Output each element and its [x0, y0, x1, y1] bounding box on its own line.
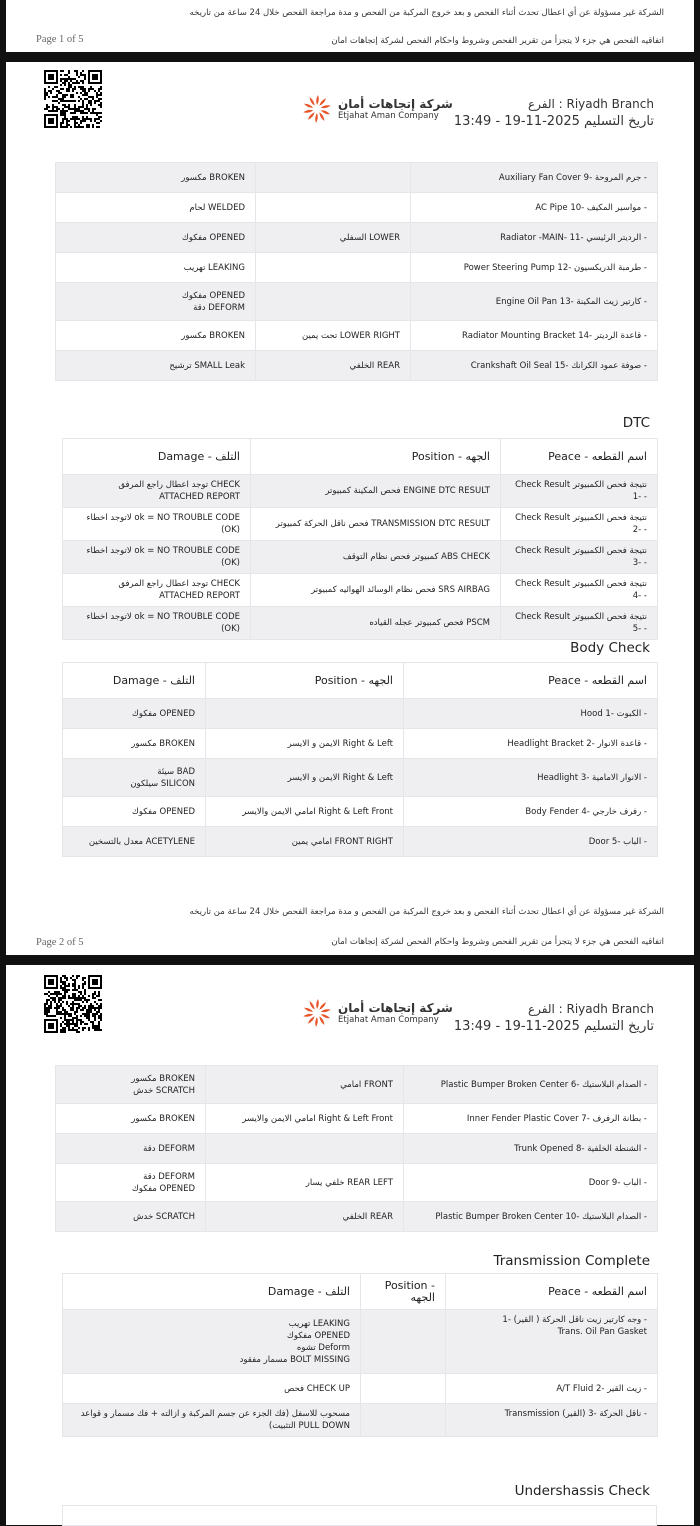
cell-position: السفلي LOWER	[256, 223, 411, 253]
section-title-dtc: DTC	[622, 415, 650, 431]
cell-damage: دقة DEFORM مفكوك OPENED	[56, 1164, 206, 1202]
cell-damage: مكسور BROKEN	[56, 163, 256, 193]
page-1-footer	[6, 0, 694, 52]
header-peace: Peace - اسم القطعه	[404, 663, 658, 699]
cell-damage: مكسور BROKEN	[56, 321, 256, 351]
cell-peace: وجه كارتير زيت ناقل الحركة ( القير) -1 - Trans. Oil Pan Gasket	[446, 1310, 658, 1374]
header-position: Position - الجهه	[206, 663, 404, 699]
company-logo	[302, 94, 453, 124]
delivery-date: تاريخ التسليم 2025-11-19 - 13:49	[453, 114, 654, 129]
cell-peace: A/T Fluid زيت القير -2 -	[446, 1374, 658, 1404]
table-row	[56, 193, 658, 223]
table-row	[56, 283, 658, 321]
logo-burst-icon	[302, 94, 332, 124]
logo-burst-icon	[302, 998, 332, 1028]
cell-damage: خدش SCRATCH	[56, 1202, 206, 1232]
delivery-date: تاريخ التسليم 2025-11-19 - 13:49	[453, 1019, 654, 1034]
cell-peace: Transmission (القير) ناقل الحركة -3 -	[446, 1404, 658, 1437]
cell-damage: مكسور BROKEN	[63, 729, 206, 759]
header-damage: Damage - التلف	[63, 1274, 361, 1310]
company-name-en: Etjahat Aman Company	[338, 1015, 439, 1025]
table-header-row	[63, 1274, 658, 1310]
cell-peace: AC Pipe مواسير المكيف -10 -	[411, 193, 658, 223]
table-row	[56, 1134, 658, 1164]
qr-code-icon	[44, 70, 102, 128]
branch-label: الفرع : Riyadh Branch	[527, 1002, 654, 1016]
page-number: Page 1 of 5	[36, 34, 84, 45]
table-row	[56, 1164, 658, 1202]
cell-damage: مكسور BROKEN	[56, 1104, 206, 1134]
cell-peace: Door الباب -5 -	[404, 827, 658, 857]
company-name-ar: شركة إتجاهات أمان	[338, 1001, 453, 1015]
table-row	[63, 699, 658, 729]
cell-position	[206, 699, 404, 729]
table-row	[56, 351, 658, 381]
cell-peace: Check Result نتيجة فحص الكمبيوتر -3 -	[501, 541, 658, 574]
section-title-transmission: Transmission Complete	[493, 1253, 650, 1269]
branch-info	[454, 1001, 654, 1035]
company-logo	[302, 998, 453, 1028]
table-row	[63, 508, 658, 541]
cell-peace: Check Result نتيجة فحص الكمبيوتر -1 -	[501, 475, 658, 508]
cell-peace: Check Result نتيجة فحص الكمبيوتر -2 -	[501, 508, 658, 541]
cell-peace: Hood الكبوت -1 -	[404, 699, 658, 729]
table-row	[56, 1202, 658, 1232]
cell-damage: مسحوب للاسفل (فك الجزء عن جسم المركبة و ازالته + فك مسمار و قواعد التثبيت) PULL DOWN	[63, 1404, 361, 1437]
cell-damage: توجد اعطال راجع المرفق CHECK ATTACHED REPORT	[63, 574, 251, 607]
header-damage: Damage - التلف	[63, 663, 206, 699]
table-row	[56, 163, 658, 193]
table-row	[56, 1104, 658, 1134]
cell-position	[256, 193, 411, 223]
table-row	[63, 827, 658, 857]
cell-damage: دقة DEFORM	[56, 1134, 206, 1164]
cell-peace: Plastic Bumper Broken Center الصدام البلاستيك -6 -	[404, 1066, 658, 1104]
cell-position: امامي يمين FRONT RIGHT	[206, 827, 404, 857]
cell-position	[361, 1404, 446, 1437]
cell-position	[361, 1310, 446, 1374]
table-row	[63, 759, 658, 797]
cell-damage: تهريب LEAKING	[56, 253, 256, 283]
cell-position	[256, 253, 411, 283]
cell-damage: لحام WELDED	[56, 193, 256, 223]
cell-damage: لاتوجد اخطاء ok = NO TROUBLE CODE (OK)	[63, 508, 251, 541]
cell-position: تحت يمين LOWER RIGHT	[256, 321, 411, 351]
table-row	[63, 1310, 658, 1374]
cell-position	[361, 1374, 446, 1404]
header-peace: Peace - اسم القطعه	[446, 1274, 658, 1310]
table-row	[63, 574, 658, 607]
cell-position	[256, 283, 411, 321]
table-row	[63, 797, 658, 827]
cell-position: الخلفي REAR	[206, 1202, 404, 1232]
table-header-row	[63, 663, 658, 699]
header-peace: Peace - اسم القطعه	[501, 439, 658, 475]
page-number: Page 2 of 5	[36, 937, 84, 948]
cell-damage: مفكوك OPENED دقة DEFORM	[56, 283, 256, 321]
header-damage: Damage - التلف	[63, 439, 251, 475]
transmission-table	[62, 1273, 658, 1437]
page-3	[6, 965, 694, 1525]
cell-damage: ترشيح SMALL Leak	[56, 351, 256, 381]
engine-table	[55, 162, 658, 381]
cell-position: فحص ناقل الحركة كمبيوتر TRANSMISSION DTC RESULT	[251, 508, 501, 541]
cell-peace: Headlight Bracket قاعدة الانوار -2 -	[404, 729, 658, 759]
cell-damage: تهريب LEAKING مفكوك OPENED تشوه Deform مسمار مفقود BOLT MISSING	[63, 1310, 361, 1374]
section-title-body-check: Body Check	[570, 640, 650, 656]
disclaimer-line-2: اتفاقيه الفحص هي جزء لا يتجزأ من تقرير الفحص وشروط واحكام الفحص لشركة إتجاهات امان	[331, 937, 664, 947]
body-check-table	[62, 662, 658, 857]
cell-damage: فحص CHECK UP	[63, 1374, 361, 1404]
table-row	[63, 541, 658, 574]
table-row	[56, 321, 658, 351]
company-name-ar: شركة إتجاهات أمان	[338, 97, 453, 111]
cell-peace: Crankshaft Oil Seal صوفة عمود الكرانك -15 -	[411, 351, 658, 381]
cell-peace: Engine Oil Pan كارتير زيت المكينة -13 -	[411, 283, 658, 321]
table-row	[63, 1404, 658, 1437]
branch-info	[454, 96, 654, 130]
table-row	[63, 475, 658, 508]
cell-damage: مفكوك OPENED	[63, 797, 206, 827]
cell-position: كمبيوتر فحص نظام التوقف ABS CHECK	[251, 541, 501, 574]
section-title-undershassis: Undershassis Check	[514, 1483, 650, 1499]
cell-position: الايمن و الايسر Right & Left	[206, 759, 404, 797]
cell-damage: توجد اعطال راجع المرفق CHECK ATTACHED REPORT	[63, 475, 251, 508]
header-position: Position - الجهه	[251, 439, 501, 475]
cell-peace: Radiator Mounting Bracket قاعدة الرديتر -14 -	[411, 321, 658, 351]
cell-position: فحص نظام الوسائد الهوائيه كمبيوتر SRS AIRBAG	[251, 574, 501, 607]
cell-damage: مكسور BROKEN خدش SCRATCH	[56, 1066, 206, 1104]
cell-position: الايمن و الايسر Right & Left	[206, 729, 404, 759]
cell-position	[206, 1134, 404, 1164]
cell-position: امامي الايمن والايسر Right & Left Front	[206, 1104, 404, 1134]
cell-damage: معدل بالتسخين ACETYLENE	[63, 827, 206, 857]
cell-position: الخلفي REAR	[256, 351, 411, 381]
dtc-table	[62, 438, 658, 640]
header-position: Position - الجهه	[361, 1274, 446, 1310]
cell-position: امامي FRONT	[206, 1066, 404, 1104]
disclaimer-line-1: الشركة غير مسؤولة عن أي اعطال تحدث أثناء الفحص و بعد خروج المركبة من الفحص و مدة مراجعة الفحص خلال 24 ساعة من تاريخه	[189, 907, 664, 917]
cell-peace: Door الباب -9 -	[404, 1164, 658, 1202]
cell-damage: لاتوجد اخطاء ok = NO TROUBLE CODE (OK)	[63, 541, 251, 574]
cell-peace: Headlight الانوار الامامية -3 -	[404, 759, 658, 797]
cell-peace: Check Result نتيجة فحص الكمبيوتر -5 -	[501, 607, 658, 640]
cell-peace: Check Result نتيجة فحص الكمبيوتر -4 -	[501, 574, 658, 607]
cell-damage: مفكوك OPENED	[56, 223, 256, 253]
table-row	[63, 1374, 658, 1404]
table-row	[56, 223, 658, 253]
disclaimer-line-1: الشركة غير مسؤولة عن أي اعطال تحدث أثناء الفحص و بعد خروج المركبة من الفحص و مدة مراجعة الفحص خلال 24 ساعة من تاريخه	[189, 8, 664, 18]
cell-peace: Plastic Bumper Broken Center الصدام البلاستيك -10 -	[404, 1202, 658, 1232]
cell-peace: Body Fender رفرف خارجي -4 -	[404, 797, 658, 827]
table-row	[56, 1066, 658, 1104]
cell-damage: سيئة BAD سيلكون SILICON	[63, 759, 206, 797]
table-header-row	[63, 439, 658, 475]
cell-position: خلفي يسار REAR LEFT	[206, 1164, 404, 1202]
page-2	[6, 62, 694, 955]
cell-position: فحص كمبيوتر عجله القياده PSCM	[251, 607, 501, 640]
disclaimer-line-2: اتفاقيه الفحص هي جزء لا يتجزأ من تقرير الفحص وشروط واحكام الفحص لشركة إتجاهات امان	[331, 36, 664, 46]
body-check-table-continued	[55, 1065, 658, 1232]
qr-code-icon	[44, 975, 102, 1033]
cell-position: فحص المكينة كمبيوتر ENGINE DTC RESULT	[251, 475, 501, 508]
table-row	[56, 253, 658, 283]
cell-peace: Radiator -MAIN- الرديتر الرئيسي -11 -	[411, 223, 658, 253]
branch-label: الفرع : Riyadh Branch	[527, 97, 654, 111]
cell-peace: Power Steering Pump طرمبة الدريكسيون -12 -	[411, 253, 658, 283]
cell-peace: Trunk Opened الشنطة الخلفية -8 -	[404, 1134, 658, 1164]
undershassis-table	[62, 1505, 657, 1526]
cell-position	[256, 163, 411, 193]
cell-damage: لاتوجد اخطاء ok = NO TROUBLE CODE (OK)	[63, 607, 251, 640]
cell-position: امامي الايمن والايسر Right & Left Front	[206, 797, 404, 827]
company-name-en: Etjahat Aman Company	[338, 111, 439, 121]
cell-peace: Auxiliary Fan Cover جرم المروحة -9 -	[411, 163, 658, 193]
cell-damage: مفكوك OPENED	[63, 699, 206, 729]
cell-peace: Inner Fender Plastic Cover بطانة الرفرف -7 -	[404, 1104, 658, 1134]
table-row	[63, 607, 658, 640]
table-row	[63, 729, 658, 759]
